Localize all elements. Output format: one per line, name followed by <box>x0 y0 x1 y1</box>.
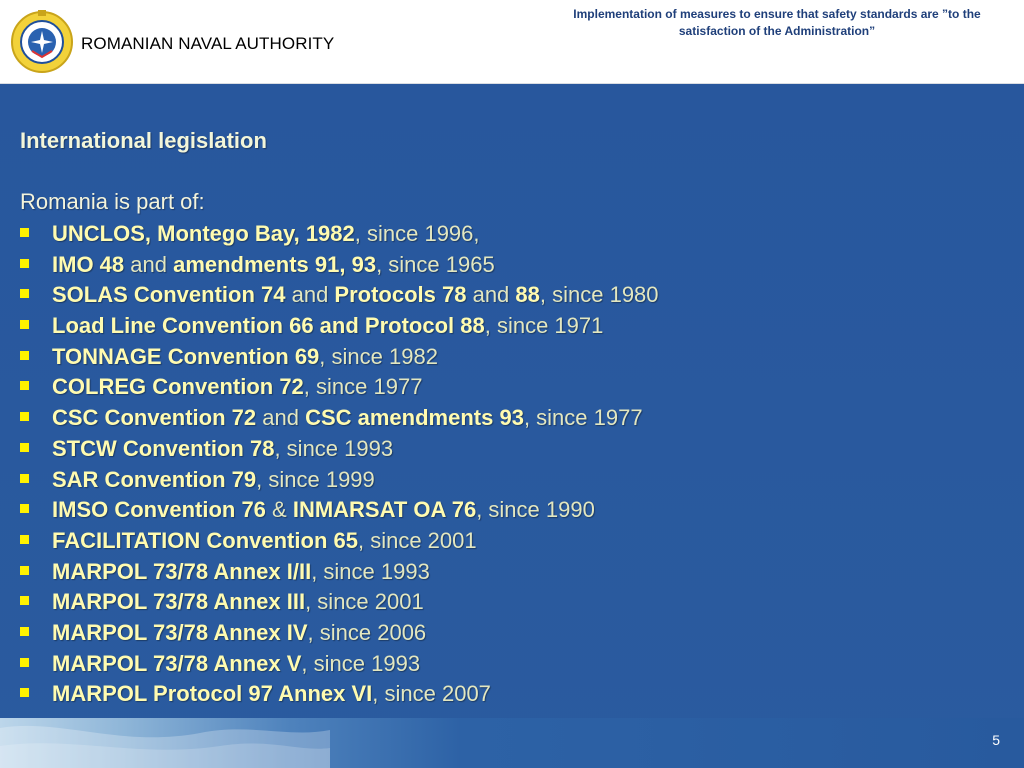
convention-item <box>20 495 659 526</box>
convention-detail: , since 1977 <box>523 405 643 431</box>
convention-name: MARPOL 73/78 Annex V <box>52 650 302 676</box>
convention-item <box>20 434 659 465</box>
convention-detail: , since 2001 <box>357 527 477 553</box>
convention-name: Protocols 78 <box>334 282 467 308</box>
convention-detail: , since 1965 <box>376 251 495 277</box>
convention-item <box>20 557 659 588</box>
convention-item <box>20 250 659 281</box>
convention-name: SOLAS Convention 74 <box>52 282 286 308</box>
convention-name: COLREG Convention 72 <box>52 374 304 400</box>
square-bullet-icon <box>20 566 29 575</box>
convention-detail: and <box>285 282 335 308</box>
convention-item <box>20 342 659 373</box>
convention-name: STCW Convention 78 <box>52 435 275 461</box>
convention-item <box>20 526 659 557</box>
convention-detail: , since 2007 <box>372 681 491 707</box>
convention-item <box>20 465 659 496</box>
square-bullet-icon <box>20 351 29 360</box>
square-bullet-icon <box>20 259 29 268</box>
convention-name: MARPOL 73/78 Annex I/II <box>52 558 312 584</box>
square-bullet-icon <box>20 535 29 544</box>
convention-detail: & <box>265 497 293 523</box>
convention-name: Load Line Convention 66 and Protocol 88 <box>52 313 485 339</box>
square-bullet-icon <box>20 228 29 237</box>
convention-name: IMSO Convention 76 <box>52 497 266 523</box>
convention-item <box>20 219 659 250</box>
convention-item <box>20 587 659 618</box>
convention-detail: and <box>256 405 306 431</box>
convention-detail: , since 1996, <box>354 221 480 246</box>
convention-detail: , since 1993 <box>274 435 394 461</box>
convention-detail: , since 1993 <box>311 558 430 584</box>
convention-name: CSC Convention 72 <box>52 405 257 431</box>
slide-content <box>0 84 1024 768</box>
convention-detail: , since 1977 <box>303 374 423 400</box>
convention-name: MARPOL 73/78 Annex IV <box>52 619 308 645</box>
convention-detail: , since 2006 <box>307 619 427 645</box>
section-heading: International legislation <box>20 128 267 153</box>
convention-item <box>20 618 659 649</box>
anr-emblem-icon <box>10 7 74 75</box>
convention-item <box>20 403 659 434</box>
convention-item <box>20 372 659 403</box>
convention-name: amendments 91, 93 <box>173 251 377 277</box>
convention-item <box>20 280 659 311</box>
convention-detail: , since 1980 <box>539 282 659 308</box>
square-bullet-icon <box>20 474 29 483</box>
convention-name: FACILITATION Convention 65 <box>52 527 358 553</box>
convention-name: INMARSAT OA 76 <box>292 497 477 523</box>
convention-detail: , since 1993 <box>301 650 421 676</box>
square-bullet-icon <box>20 443 29 452</box>
convention-item <box>20 679 659 710</box>
convention-name: SAR Convention 79 <box>52 466 257 492</box>
square-bullet-icon <box>20 504 29 513</box>
convention-name: MARPOL Protocol 97 Annex VI <box>52 681 373 707</box>
footer-wave-decoration <box>0 718 330 768</box>
square-bullet-icon <box>20 658 29 667</box>
convention-item <box>20 311 659 342</box>
intro-text: Romania is part of: <box>20 189 205 214</box>
square-bullet-icon <box>20 627 29 636</box>
convention-name: TONNAGE Convention 69 <box>52 343 320 369</box>
convention-detail: and <box>466 282 516 308</box>
square-bullet-icon <box>20 596 29 605</box>
organization-name: ROMANIAN NAVAL AUTHORITY <box>81 34 335 53</box>
convention-detail: , since 1999 <box>256 466 375 492</box>
square-bullet-icon <box>20 412 29 421</box>
convention-name: MARPOL 73/78 Annex III <box>52 589 306 615</box>
convention-name: 88 <box>515 282 540 308</box>
square-bullet-icon <box>20 688 29 697</box>
convention-item <box>20 649 659 680</box>
convention-name: UNCLOS, Montego Bay, 1982 <box>52 221 355 246</box>
convention-detail: , since 1990 <box>476 497 595 523</box>
page-number: 5 <box>992 732 1000 748</box>
square-bullet-icon <box>20 320 29 329</box>
convention-detail: , since 2001 <box>305 589 424 615</box>
convention-name: IMO 48 <box>52 251 125 277</box>
convention-detail: , since 1971 <box>484 313 604 339</box>
conventions-list <box>20 219 659 710</box>
convention-name: CSC amendments 93 <box>305 405 524 431</box>
square-bullet-icon <box>20 289 29 298</box>
convention-detail: , since 1982 <box>319 343 438 369</box>
slide-subtitle: Implementation of measures to ensure that safety standards are ”to the satisfaction of the Administration” <box>573 7 981 38</box>
square-bullet-icon <box>20 381 29 390</box>
slide-header <box>0 0 1024 84</box>
convention-detail: and <box>124 251 174 277</box>
